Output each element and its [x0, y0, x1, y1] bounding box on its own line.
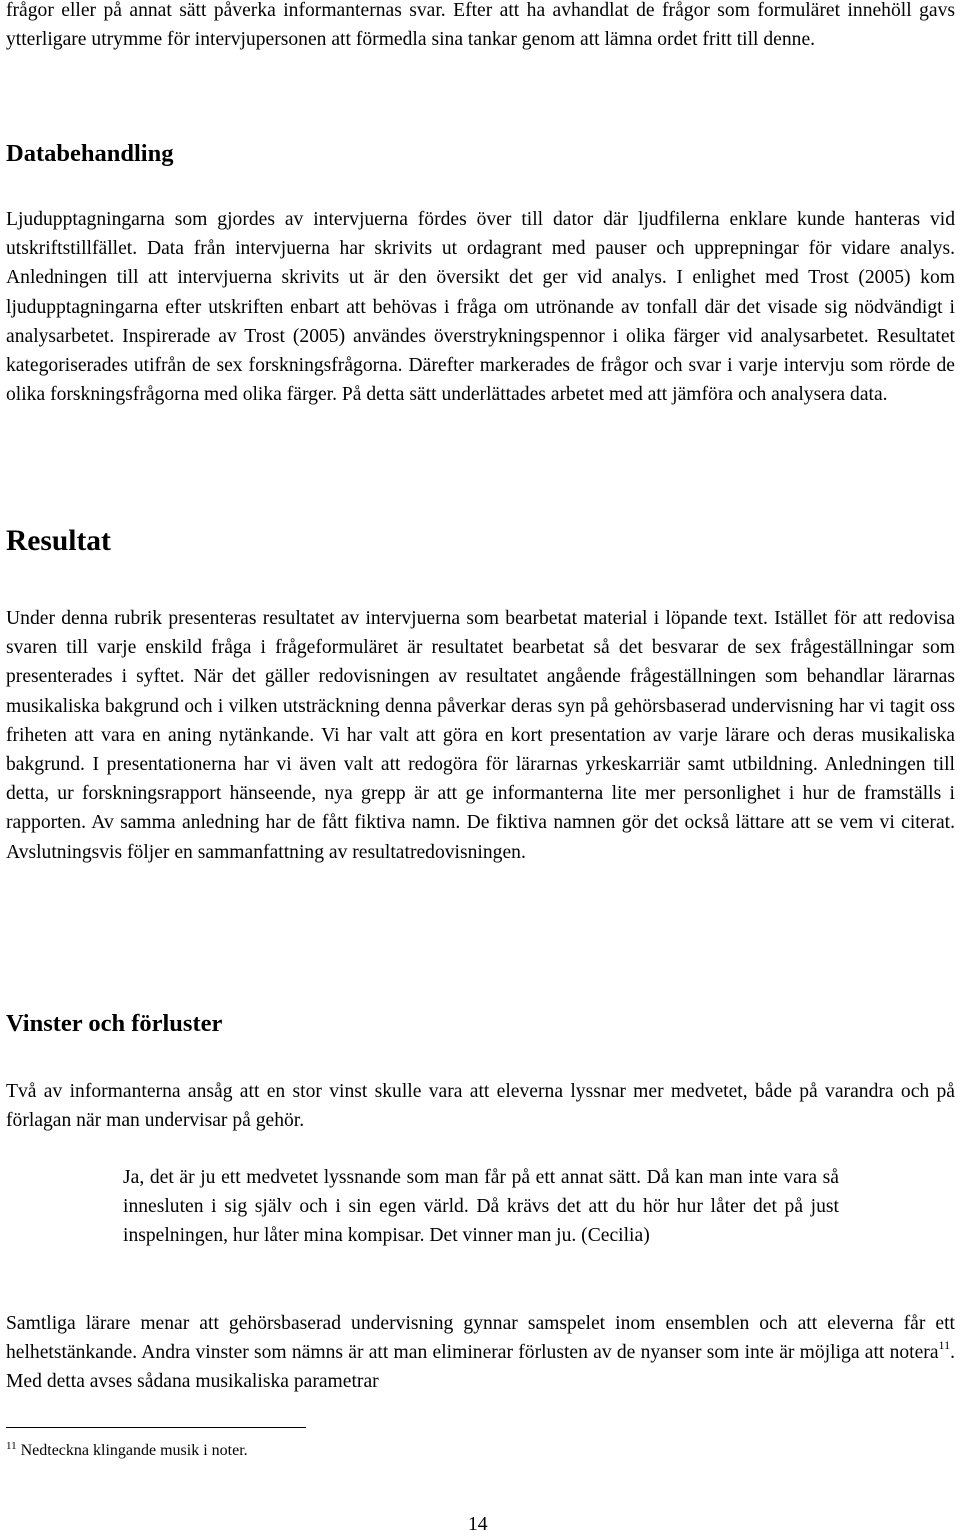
heading-vinster-och-forluster: Vinster och förluster — [6, 1010, 223, 1037]
vinster-paragraph: Två av informanterna ansåg att en stor vinst skulle vara att eleverna lyssnar mer medvetet, både på varandra och på förlagan när man undervisar på gehör. — [6, 1081, 955, 1132]
samtliga-text-continued: . Med detta avses sådana musikaliska parametrar — [6, 1342, 955, 1393]
resultat-paragraph: Under denna rubrik presenteras resultatet av intervjuerna som bearbetat material i löpande text. Istället för att redovisa svaren till varje enskild fråga i frågeformuläret är resultatet bearbetat så det besvarar de sex frågeställningar som presenterades i syftet. När det gäller redovisningen av resultatet angående frågeställningen som behandlar lärarnas musikaliska bakgrund och i vilken utsträckning denna påverkar deras syn på gehörsbaserad undervisning har vi tagit oss friheten att vara en aning nytänkande. Vi har valt att göra en kort presentation av varje lärare och deras musikaliska bakgrund. I presentationerna har vi även valt att redogöra för lärarnas yrkeskarriär samt utbildning. Anledningen till detta, ur forskningsrapport hänseende, nya grepp är att ge informanterna lite mer personlighet i hur de framställs i rapporten. Av samma anledning har de fått fiktiva namn. De fiktiva namnen gör det också lättare att se vem vi citerat. Avslutningsvis följer en sammanfattning av resultatredovisningen. — [6, 608, 955, 863]
footnote-separator — [6, 1427, 306, 1428]
footnote-text: Nedteckna klingande musik i noter. — [16, 1442, 248, 1459]
heading-resultat: Resultat — [6, 525, 111, 557]
heading-databehandling: Databehandling — [6, 140, 174, 167]
databehandling-paragraph: Ljudupptagningarna som gjordes av intervjuerna fördes över till dator där ljudfilerna enklare kunde hanteras vid utskriftstillfället. Data från intervjuerna har skrivits ut ordagrant med pauser och upprepningar för vidare analys. Anledningen till att intervjuerna skrivits ut är den översikt det ger vid analys. I enlighet med Trost (2005) kom ljudupptagningarna efter utskriften enbart att behövas i fråga om utrönande av tonfall där det visade sig nödvändigt i analysarbetet. Inspirerade av Trost (2005) användes överstrykningspennor i olika färger vid analysarbetet. Resultatet kategoriserades utifrån de sex forskningsfrågorna. Därefter markerades de frågor och svar i varje intervju som rörde de olika forskningsfrågorna med olika färger. På detta sätt underlättades arbetet med att jämföra och analysera data. — [6, 209, 955, 406]
intro-paragraph: frågor eller på annat sätt påverka informanternas svar. Efter att ha avhandlat de frågor som formuläret innehöll gavs ytterligare utrymme för intervjupersonen att förmedla sina tankar genom att lämna ordet fritt till denne. — [6, 0, 955, 51]
page-number: 14 — [468, 1514, 488, 1535]
samtliga-text: Samtliga lärare menar att gehörsbaserad undervisning gynnar samspelet inom ensemblen och att eleverna får ett helhetstänkande. Andra vinster som nämns är att man eliminerar förlusten av de nyanser som inte är möjliga att notera — [6, 1313, 955, 1364]
footnote-number: 11 — [6, 1440, 17, 1452]
samtliga-paragraph — [6, 1309, 955, 1397]
footnote — [6, 1440, 248, 1462]
footnote-reference: 11 — [938, 1338, 951, 1353]
block-quote: Ja, det är ju ett medvetet lyssnande som man får på ett annat sätt. Då kan man inte vara så innesluten i sig själv och i sin egen värld. Då krävs det att du hör hur låter det på just inspelningen, hur låter mina kompisar. Det vinner man ju. (Cecilia) — [123, 1167, 839, 1247]
